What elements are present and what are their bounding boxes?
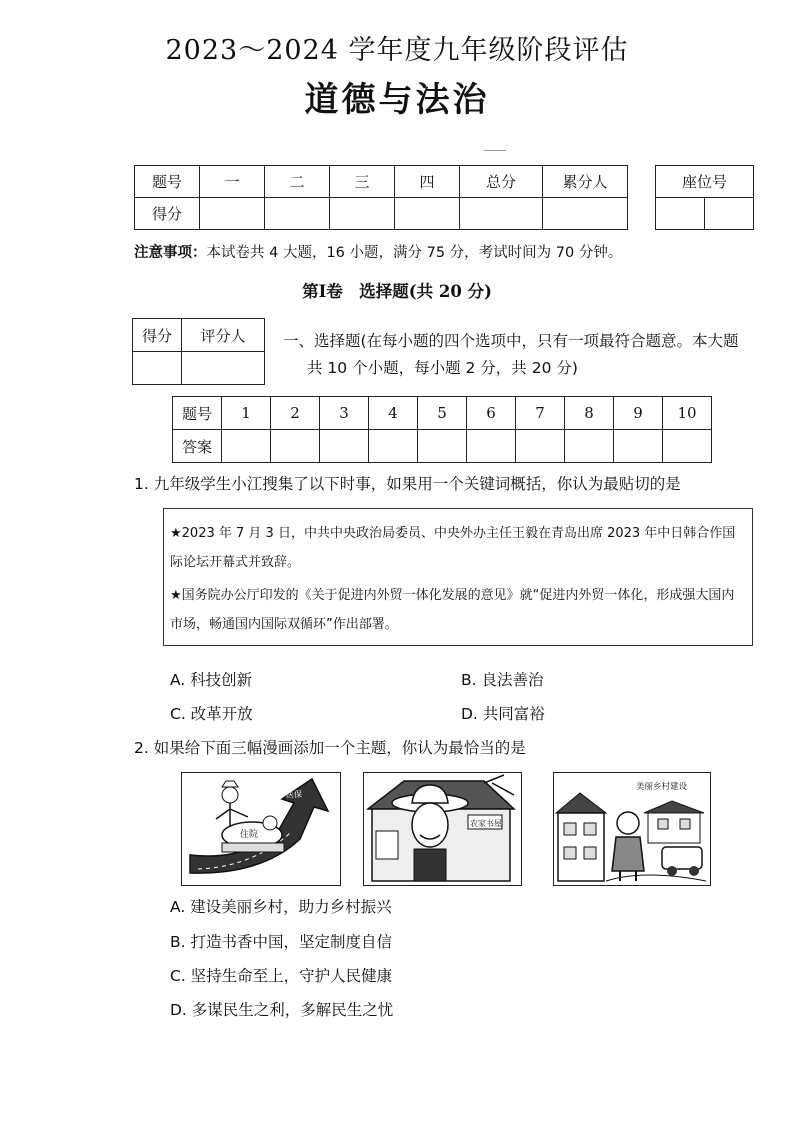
- news-box: [163, 508, 753, 646]
- exam-title: 2023～2024 学年度九年级阶段评估: [165, 35, 629, 66]
- score-header-cell: 总分: [460, 166, 543, 198]
- news-item: ★2023 年 7 月 3 日，中共中央政治局委员、中央外办主任王毅在青岛出席 2023 年中日韩合作国际论坛开幕式并致辞。: [170, 526, 736, 570]
- cartoon-farm-library: [363, 772, 522, 886]
- score-cell[interactable]: [395, 198, 460, 230]
- grader-score-cell[interactable]: [133, 352, 182, 385]
- cartoon-1-label-hospital: 住院: [240, 830, 259, 840]
- answer-cell[interactable]: [418, 430, 467, 463]
- question-number: 6: [467, 397, 516, 430]
- score-header-cell: 一: [200, 166, 265, 198]
- cartoon-2-label: 农家书屋: [470, 819, 502, 828]
- grader-box: [132, 318, 265, 385]
- answer-cell[interactable]: [271, 430, 320, 463]
- q1-option-a[interactable]: A. 科技创新: [170, 671, 253, 689]
- section-instructions: [283, 328, 753, 382]
- seat-number-label: 座位号: [656, 166, 754, 198]
- answer-cell[interactable]: [467, 430, 516, 463]
- question-number: 1: [222, 397, 271, 430]
- answer-cell[interactable]: [663, 430, 712, 463]
- answer-cell[interactable]: [516, 430, 565, 463]
- q2-option-b[interactable]: B. 打造书香中国，坚定制度自信: [170, 933, 392, 951]
- answer-cell[interactable]: [369, 430, 418, 463]
- question-number: 8: [565, 397, 614, 430]
- answer-row-label: 答案: [173, 430, 222, 463]
- seat-number-table: [655, 165, 754, 230]
- news-item: ★国务院办公厅印发的《关于促进内外贸一体化发展的意见》就“促进内外贸一体化，形成强大国内市场，畅通国内国际双循环”作出部署。: [170, 588, 735, 632]
- answer-table: [172, 396, 712, 463]
- q2-option-a[interactable]: A. 建设美丽乡村，助力乡村振兴: [170, 898, 392, 916]
- cartoon-1-label-insurance: 医保: [286, 790, 302, 799]
- score-header-cell: 累分人: [543, 166, 628, 198]
- question-number: 5: [418, 397, 467, 430]
- score-header-cell: 三: [330, 166, 395, 198]
- cartoon-1-drawing: [182, 773, 339, 884]
- question-2-stem: 2. 如果给下面三幅漫画添加一个主题，你认为最恰当的是: [134, 739, 526, 757]
- subject-title: 道德与法治: [304, 80, 490, 120]
- score-cell[interactable]: [460, 198, 543, 230]
- score-row-label: 得分: [135, 198, 200, 230]
- score-cell[interactable]: [265, 198, 330, 230]
- answer-row-label: 题号: [173, 397, 222, 430]
- q2-option-c[interactable]: C. 坚持生命至上，守护人民健康: [170, 967, 393, 985]
- notice-label: 注意事项：: [134, 245, 207, 261]
- answer-cell[interactable]: [222, 430, 271, 463]
- notice: [134, 241, 622, 262]
- seat-number-cell[interactable]: [705, 198, 754, 230]
- score-header-cell: 题号: [135, 166, 200, 198]
- score-header-cell: 四: [395, 166, 460, 198]
- q2-option-d[interactable]: D. 多谋民生之利，多解民生之忧: [170, 1001, 394, 1019]
- score-table: [134, 165, 628, 230]
- score-cell[interactable]: [200, 198, 265, 230]
- notice-text: 本试卷共 4 大题，16 小题，满分 75 分，考试时间为 70 分钟。: [206, 245, 623, 261]
- question-number: 10: [663, 397, 712, 430]
- q1-option-d[interactable]: D. 共同富裕: [461, 705, 545, 723]
- question-number: 7: [516, 397, 565, 430]
- score-header-cell: 二: [265, 166, 330, 198]
- grader-name-cell[interactable]: [182, 352, 265, 385]
- answer-cell[interactable]: [320, 430, 369, 463]
- cartoon-medical-insurance: [181, 772, 341, 886]
- question-number: 3: [320, 397, 369, 430]
- score-cell[interactable]: [330, 198, 395, 230]
- section-line-1: 一、选择题(在每小题的四个选项中，只有一项最符合题意。本大题: [283, 332, 739, 350]
- question-1-stem: 1. 九年级学生小江搜集了以下时事，如果用一个关键词概括，你认为最贴切的是: [134, 475, 681, 493]
- question-number: 9: [614, 397, 663, 430]
- section-line-2: 共 10 个小题，每小题 2 分，共 20 分): [307, 359, 578, 377]
- part-title: 第Ⅰ卷 选择题(共 20 分): [302, 282, 492, 301]
- grader-name-label: 评分人: [182, 319, 265, 352]
- q1-option-b[interactable]: B. 良法善治: [461, 671, 544, 689]
- cartoon-3-label: 美丽乡村建设: [636, 782, 688, 792]
- divider: [484, 150, 506, 151]
- question-number: 2: [271, 397, 320, 430]
- cartoon-beautiful-village: [553, 772, 711, 886]
- cartoon-3-drawing: [554, 773, 709, 884]
- score-cell[interactable]: [543, 198, 628, 230]
- grader-score-label: 得分: [133, 319, 182, 352]
- cartoon-2-drawing: [364, 773, 520, 884]
- seat-number-cell[interactable]: [656, 198, 705, 230]
- q1-option-c[interactable]: C. 改革开放: [170, 705, 253, 723]
- answer-cell[interactable]: [614, 430, 663, 463]
- answer-cell[interactable]: [565, 430, 614, 463]
- question-number: 4: [369, 397, 418, 430]
